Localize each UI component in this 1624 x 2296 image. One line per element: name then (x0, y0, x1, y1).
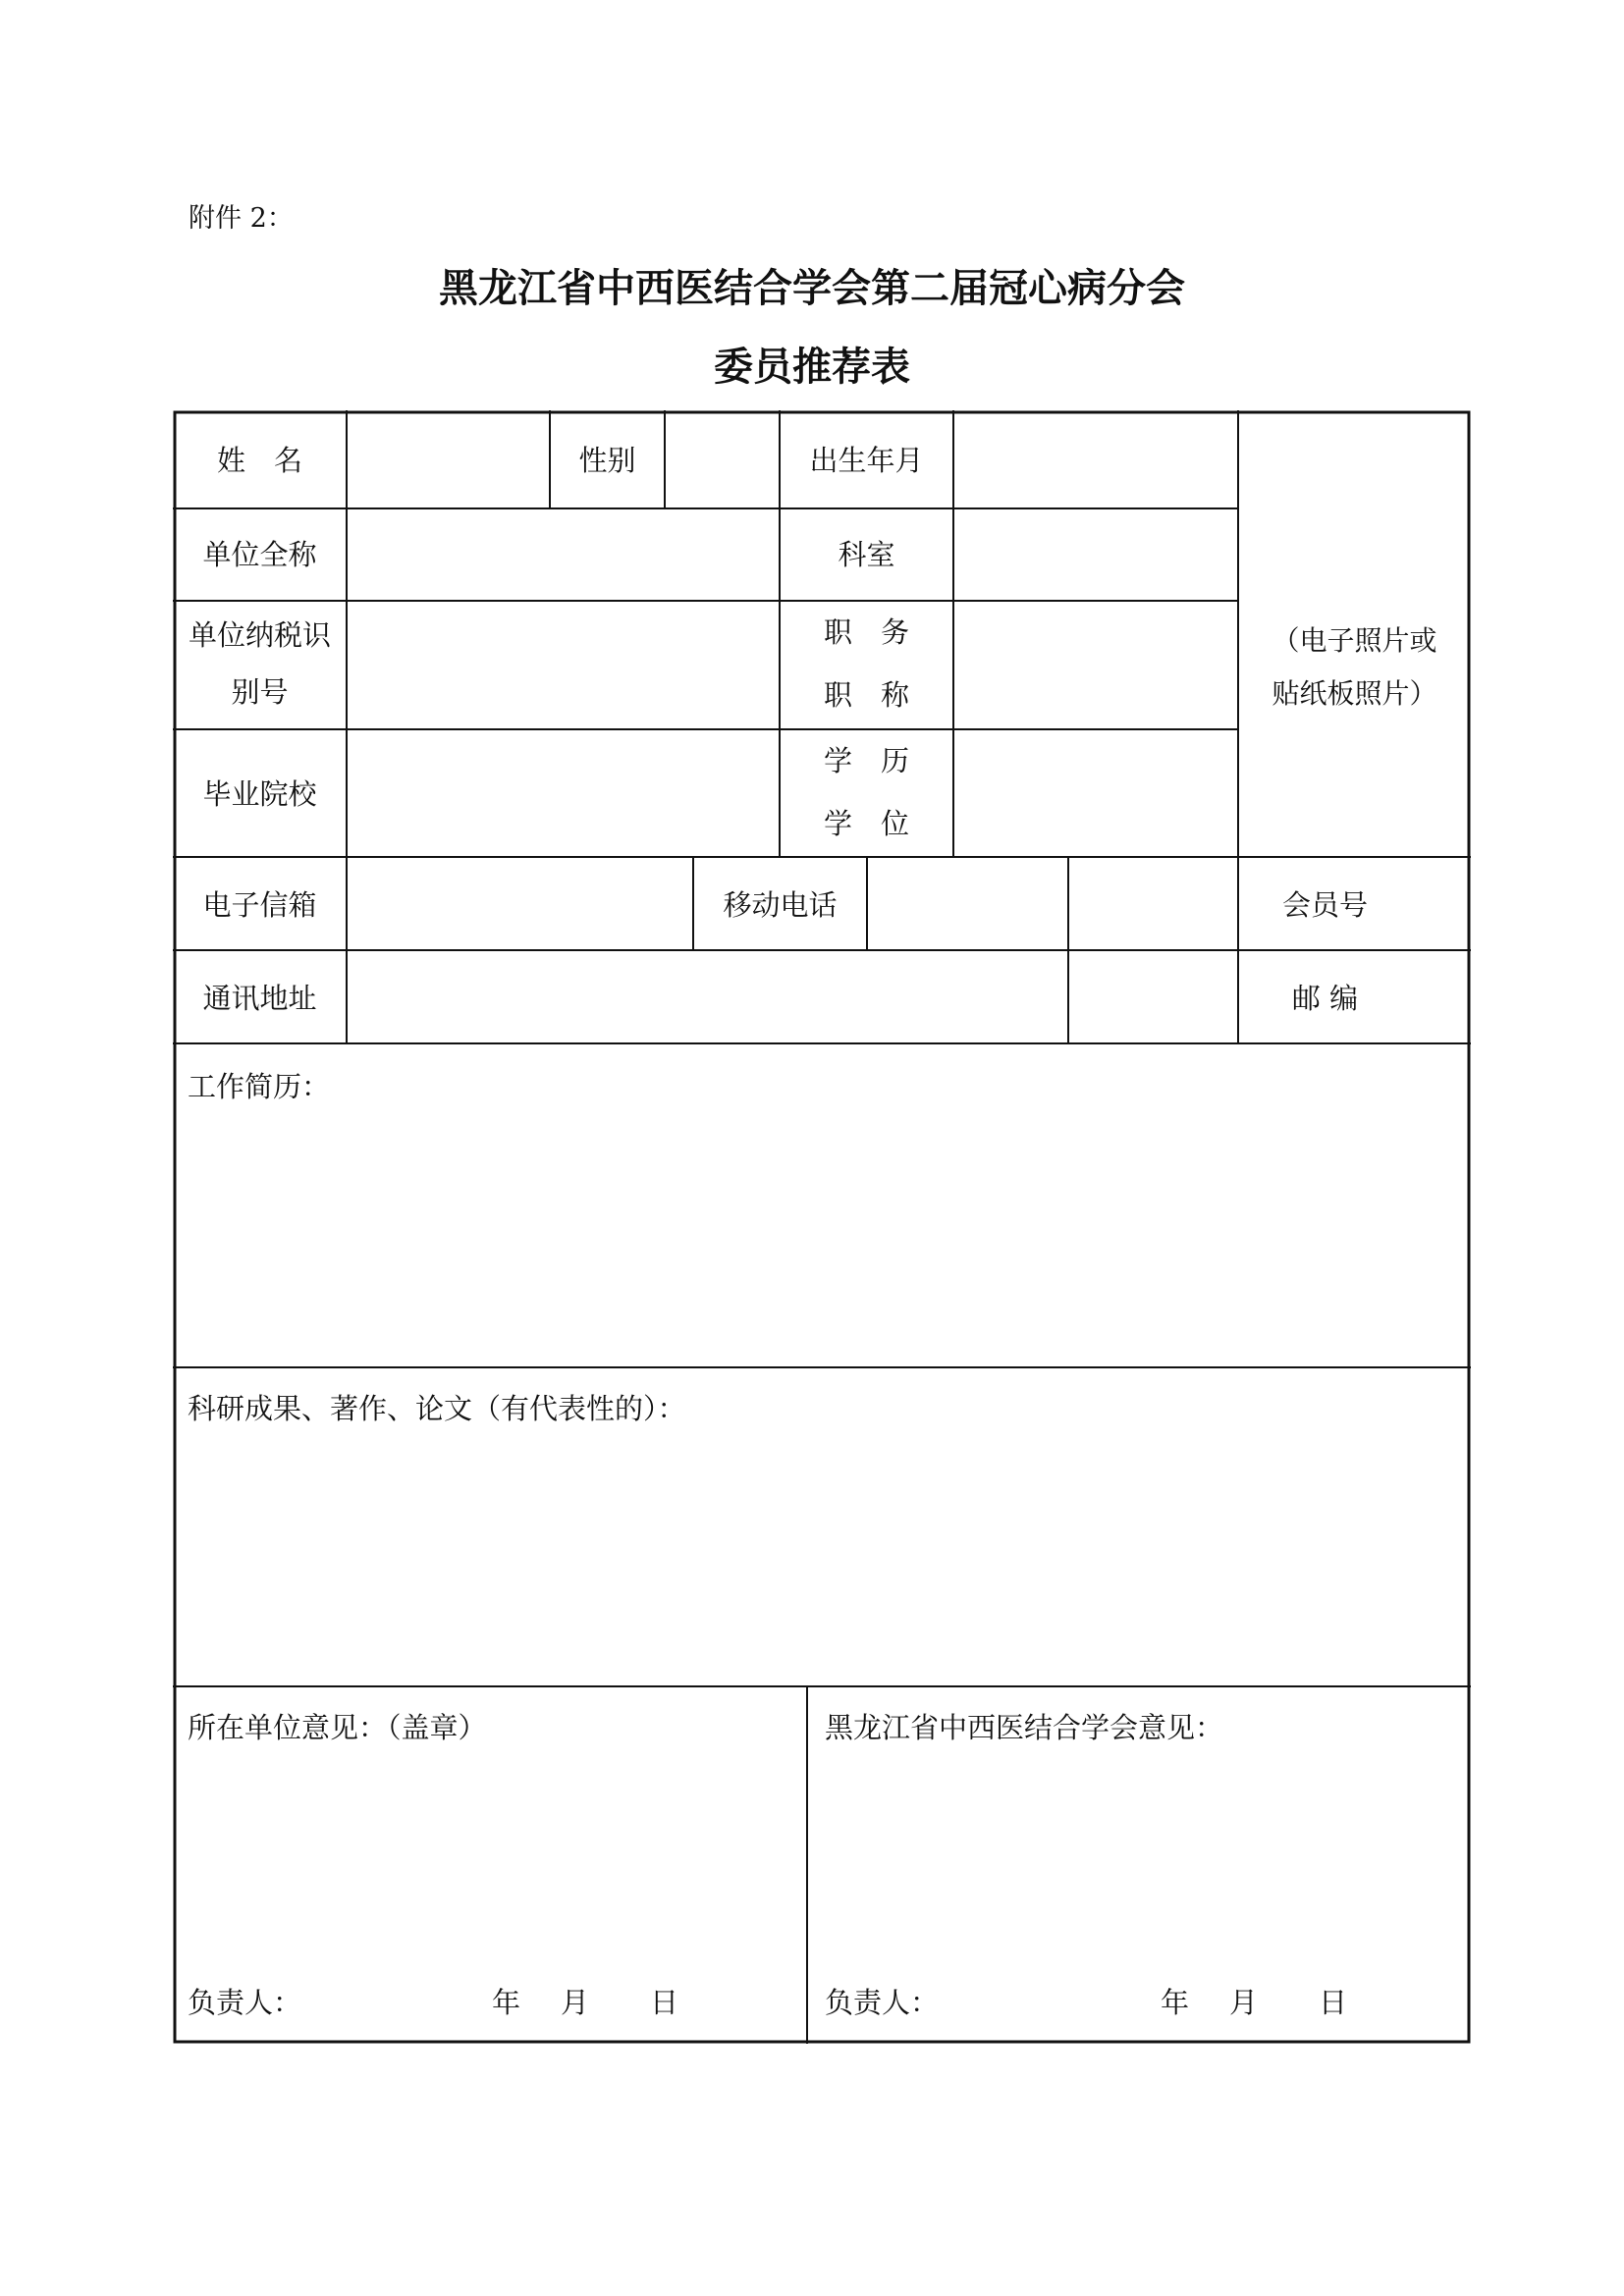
position-label: 职 务 (823, 615, 909, 649)
address-field[interactable] (348, 951, 1237, 1042)
mobile-label: 移动电话 (723, 888, 838, 922)
education-label: 学 历 (823, 744, 909, 777)
society-opinion-label: 黑龙江省中西医结合学会意见： (825, 1711, 1224, 1744)
email-field[interactable] (348, 858, 692, 949)
name-label: 姓 名 (216, 444, 302, 477)
title-label: 职 称 (823, 678, 909, 712)
tax-id-label-line2: 别号 (231, 675, 289, 709)
mobile-field[interactable] (868, 858, 1237, 949)
postcode-label: 邮 编 (1291, 982, 1359, 1015)
gender-label: 性别 (578, 444, 636, 477)
name-field[interactable] (348, 411, 549, 507)
department-field[interactable] (954, 509, 1237, 600)
attachment-label: 附件 2： (189, 203, 294, 234)
address-label: 通讯地址 (202, 982, 317, 1015)
unit-responsible-label: 负责人： (188, 1986, 302, 2019)
gender-field[interactable] (666, 411, 779, 507)
research-field[interactable] (175, 1368, 1469, 1685)
unit-month-label: 月 (561, 1986, 590, 2019)
recommendation-form (173, 410, 1471, 2044)
photo-hint-line2: 贴纸板照片） (1272, 677, 1437, 710)
unit-day-label: 日 (650, 1986, 679, 2019)
research-label: 科研成果、著作、论文（有代表性的）： (188, 1392, 686, 1425)
birth-date-field[interactable] (954, 411, 1237, 507)
member-number-label: 会员号 (1281, 888, 1368, 922)
society-year-label: 年 (1161, 1986, 1190, 2019)
photo-hint-line1: （电子照片或 (1272, 624, 1437, 657)
unit-name-label: 单位全称 (202, 538, 317, 571)
graduation-school-field[interactable] (348, 730, 779, 856)
member-number-field[interactable] (1413, 858, 1469, 949)
graduation-school-label: 毕业院校 (202, 777, 317, 811)
work-history-label: 工作简历： (188, 1070, 331, 1103)
tax-id-label-line1: 单位纳税识 (188, 618, 331, 652)
department-label: 科室 (838, 538, 895, 571)
work-history-field[interactable] (175, 1044, 1469, 1366)
document-title: 黑龙江省中西医结合学会第二届冠心病分会 (439, 266, 1185, 311)
birth-date-label: 出生年月 (809, 444, 924, 477)
society-day-label: 日 (1319, 1986, 1348, 2019)
society-month-label: 月 (1229, 1986, 1259, 2019)
unit-year-label: 年 (492, 1986, 521, 2019)
education-degree-field[interactable] (954, 730, 1237, 856)
degree-label: 学 位 (823, 807, 909, 840)
position-title-field[interactable] (954, 602, 1237, 728)
society-responsible-label: 负责人： (825, 1986, 940, 2019)
unit-name-field[interactable] (348, 509, 779, 600)
unit-opinion-label: 所在单位意见：（盖章） (188, 1711, 487, 1744)
document-subtitle: 委员推荐表 (714, 345, 910, 390)
tax-id-field[interactable] (348, 602, 779, 728)
email-label: 电子信箱 (202, 888, 317, 922)
postcode-field[interactable] (1413, 951, 1469, 1042)
